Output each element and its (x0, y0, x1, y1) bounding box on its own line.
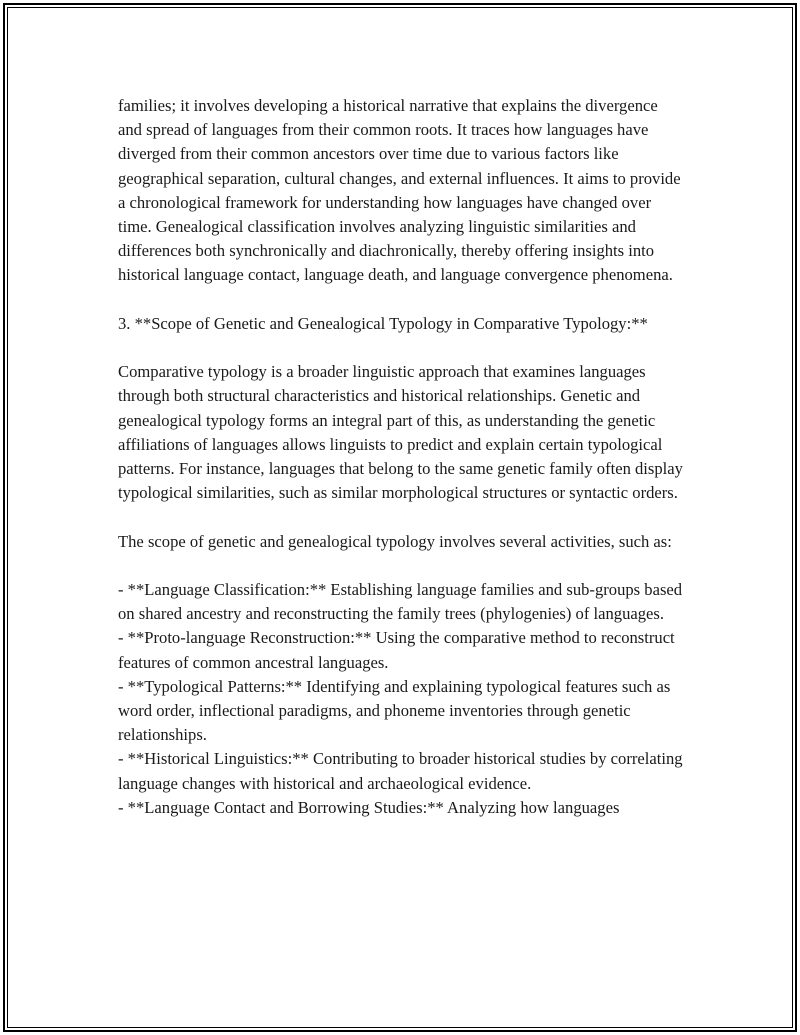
list-item-language-contact: - **Language Contact and Borrowing Studies:** Analyzing how languages (118, 797, 620, 817)
list-item-proto-language-reconstruction: - **Proto-language Reconstruction:** Using the comparative method to reconstruct features of common ancestral languages. (118, 628, 675, 672)
activity-list (118, 578, 684, 820)
list-item-language-classification: - **Language Classification:** Establishing language families and sub-groups based on shared ancestry and reconstructing the family trees (phylogenies) of languages. (118, 580, 683, 624)
paragraph-genealogical-classification: families; it involves developing a historical narrative that explains the divergence and spread of languages from their common roots. It traces how languages have diverged from their common ancestors over time due to various factors like geographical separation, cultural changes, and external influences. It aims to provide a chronological framework for understanding how languages have changed over time. Genealogical classification involves analyzing linguistic similarities and differences both synchronically and diachronically, thereby offering insights into historical language contact, language death, and language convergence phenomena. (118, 96, 681, 285)
paragraph-scope-intro: The scope of genetic and genealogical typology involves several activities, such as: (118, 531, 672, 551)
document-body (118, 94, 684, 820)
section-heading-scope: 3. **Scope of Genetic and Genealogical Typology in Comparative Typology:** (118, 313, 648, 333)
list-item-typological-patterns: - **Typological Patterns:** Identifying and explaining typological features such as word order, inflectional paradigms, and phoneme inventories through genetic relationships. (118, 676, 671, 745)
paragraph-comparative-typology: Comparative typology is a broader linguistic approach that examines languages through both structural characteristics and historical relationships. Genetic and genealogical typology forms an integral part of this, as understanding the genetic affiliations of languages allows linguists to predict and explain certain typological patterns. For instance, languages that belong to the same genetic family often display typological similarities, such as similar morphological structures or syntactic orders. (118, 362, 683, 503)
list-item-historical-linguistics: - **Historical Linguistics:** Contributing to broader historical studies by correlating language changes with historical and archaeological evidence. (118, 749, 683, 793)
